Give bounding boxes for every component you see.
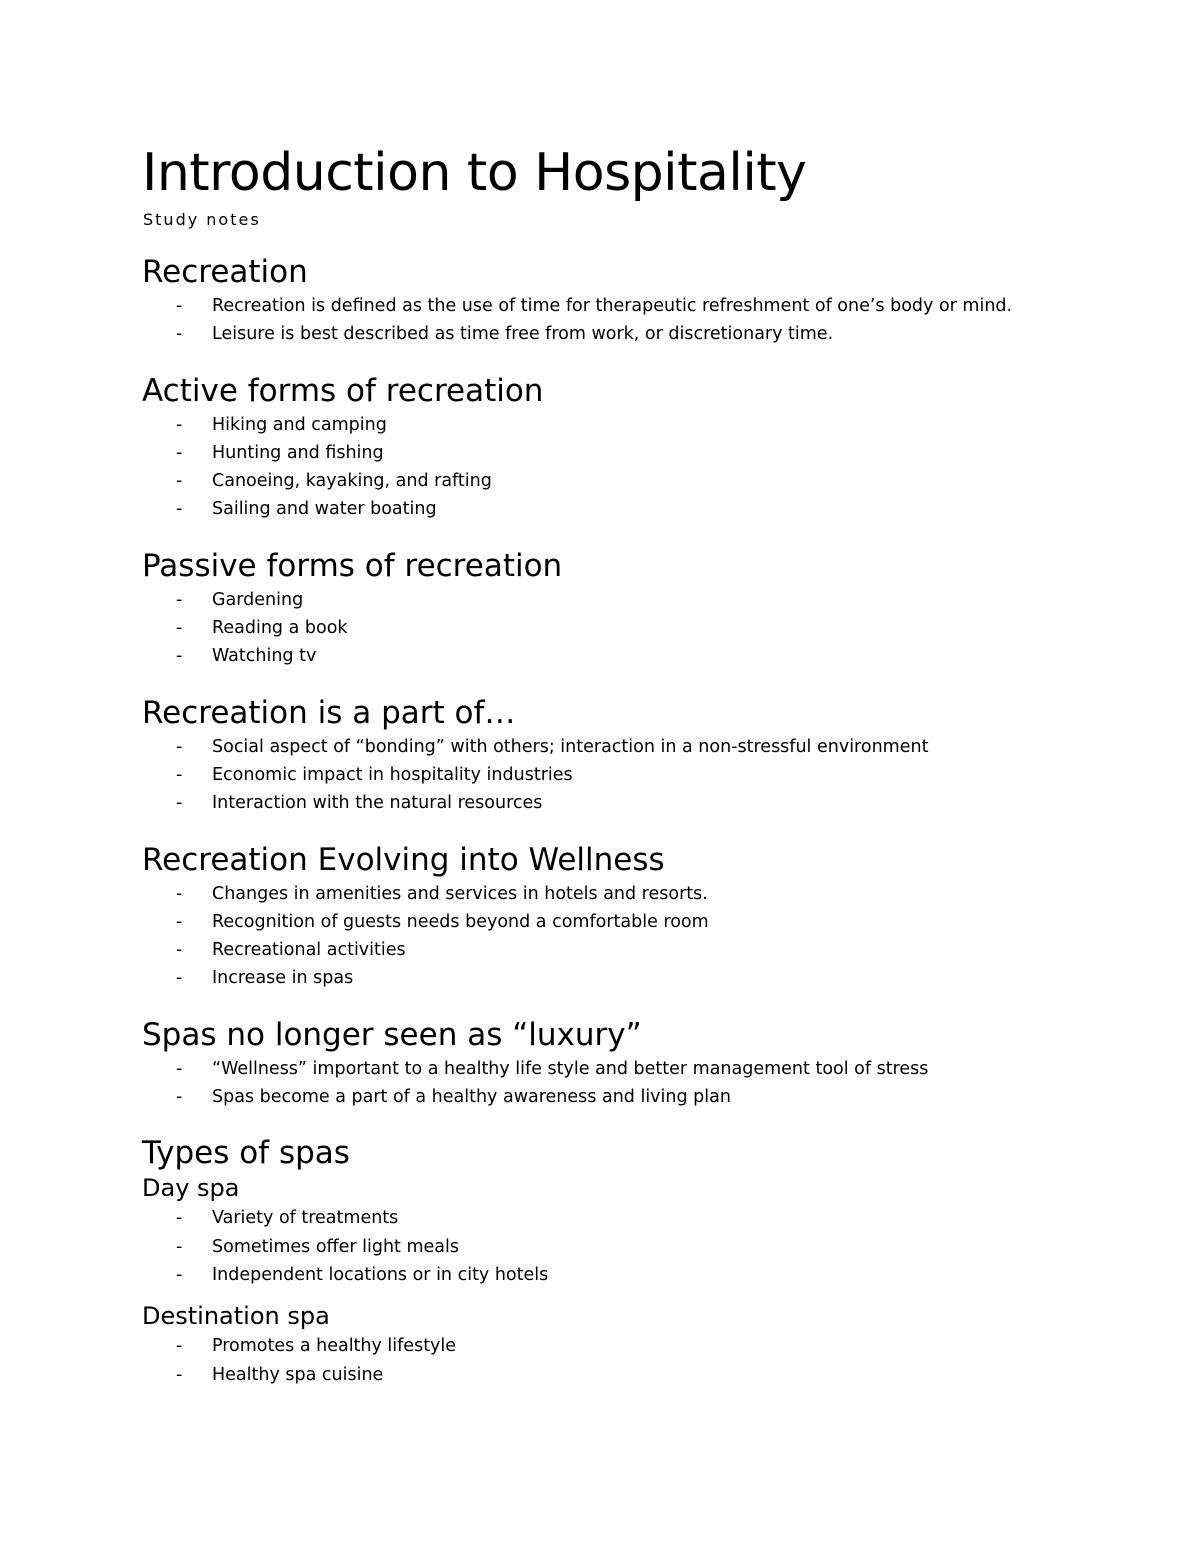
section-heading: Recreation is a part of… — [142, 694, 516, 731]
list-item: - Independent locations or in city hotels — [142, 1261, 1102, 1289]
document-title: Introduction to Hospitality — [142, 143, 807, 203]
list-item: - Interaction with the natural resources — [142, 789, 1102, 817]
section-heading: Recreation Evolving into Wellness — [142, 841, 665, 878]
bullet-list — [142, 880, 1102, 993]
bullet-list — [142, 586, 1102, 671]
dash-bullet: - — [176, 793, 183, 814]
section-heading: Recreation — [142, 254, 308, 290]
list-item: - Promotes a healthy lifestyle — [142, 1332, 1102, 1360]
section-passive-forms — [142, 546, 1102, 671]
bullet-list — [142, 411, 1102, 524]
section-heading: Types of spas — [142, 1135, 350, 1172]
bullet-list — [142, 1204, 1102, 1289]
section-evolving-wellness — [142, 840, 1102, 993]
subsection-day-spa — [142, 1173, 1102, 1289]
dash-bullet: - — [176, 1058, 183, 1079]
dash-bullet: - — [176, 296, 183, 316]
list-item: - “Wellness” important to a healthy life style and better management tool of stress — [142, 1055, 1102, 1083]
list-item: - Changes in amenities and services in hotels and resorts. — [142, 880, 1102, 908]
dash-bullet: - — [176, 1208, 183, 1229]
dash-bullet: - — [176, 736, 183, 757]
section-heading: Active forms of recreation — [142, 372, 544, 409]
dash-bullet: - — [176, 1364, 183, 1385]
list-item: - Reading a book — [142, 614, 1102, 642]
dash-bullet: - — [176, 1236, 183, 1257]
bullet-list — [142, 1332, 1102, 1389]
dash-bullet: - — [176, 764, 183, 785]
section-heading: Spas no longer seen as “luxury” — [142, 1016, 642, 1053]
dash-bullet: - — [176, 414, 183, 435]
dash-bullet: - — [176, 1336, 183, 1357]
section-active-forms — [142, 371, 1102, 524]
dash-bullet: - — [176, 618, 183, 639]
dash-bullet: - — [176, 499, 183, 520]
dash-bullet: - — [176, 324, 183, 345]
list-item: - Social aspect of “bonding” with others; interaction in a non-stressful environment — [142, 733, 1102, 761]
dash-bullet: - — [176, 471, 183, 492]
list-item: - Recreational activities — [142, 936, 1102, 964]
subsection-heading: Destination spa — [142, 1302, 330, 1331]
list-item: - Hiking and camping — [142, 411, 1102, 439]
document-page — [142, 140, 1102, 1389]
dash-bullet: - — [176, 883, 183, 904]
list-item: - Increase in spas — [142, 964, 1102, 992]
list-item: - Sailing and water boating — [142, 495, 1102, 523]
list-item: - Hunting and fishing — [142, 439, 1102, 467]
list-item: - Gardening — [142, 586, 1102, 614]
list-item: - Healthy spa cuisine — [142, 1361, 1102, 1389]
list-item: - Recognition of guests needs beyond a comfortable room — [142, 908, 1102, 936]
dash-bullet: - — [176, 589, 183, 610]
list-item: - Canoeing, kayaking, and rafting — [142, 467, 1102, 495]
section-recreation — [142, 252, 1102, 349]
list-item: - Spas become a part of a healthy awareness and living plan — [142, 1083, 1102, 1111]
dash-bullet: - — [176, 1264, 183, 1285]
document-subtitle: Study notes — [143, 210, 261, 229]
section-spas-luxury — [142, 1015, 1102, 1112]
dash-bullet: - — [176, 940, 183, 961]
dash-bullet: - — [176, 968, 183, 989]
dash-bullet: - — [176, 911, 183, 932]
bullet-list — [142, 733, 1102, 818]
subsection-destination-spa — [142, 1301, 1102, 1389]
list-item: - Variety of treatments — [142, 1204, 1102, 1232]
dash-bullet: - — [176, 646, 183, 667]
dash-bullet: - — [176, 442, 183, 463]
dash-bullet: - — [176, 1087, 183, 1108]
section-recreation-part-of — [142, 693, 1102, 818]
list-item: - Recreation is defined as the use of time for therapeutic refreshment of one’s body or mind. — [142, 292, 1102, 320]
bullet-list — [142, 292, 1102, 349]
list-item: - Watching tv — [142, 642, 1102, 670]
bullet-list — [142, 1055, 1102, 1112]
section-heading: Passive forms of recreation — [142, 547, 563, 584]
subsection-heading: Day spa — [142, 1174, 240, 1203]
list-item: - Sometimes offer light meals — [142, 1233, 1102, 1261]
list-item: - Leisure is best described as time free from work, or discretionary time. — [142, 320, 1102, 348]
section-types-of-spas — [142, 1133, 1102, 1388]
list-item: - Economic impact in hospitality industries — [142, 761, 1102, 789]
